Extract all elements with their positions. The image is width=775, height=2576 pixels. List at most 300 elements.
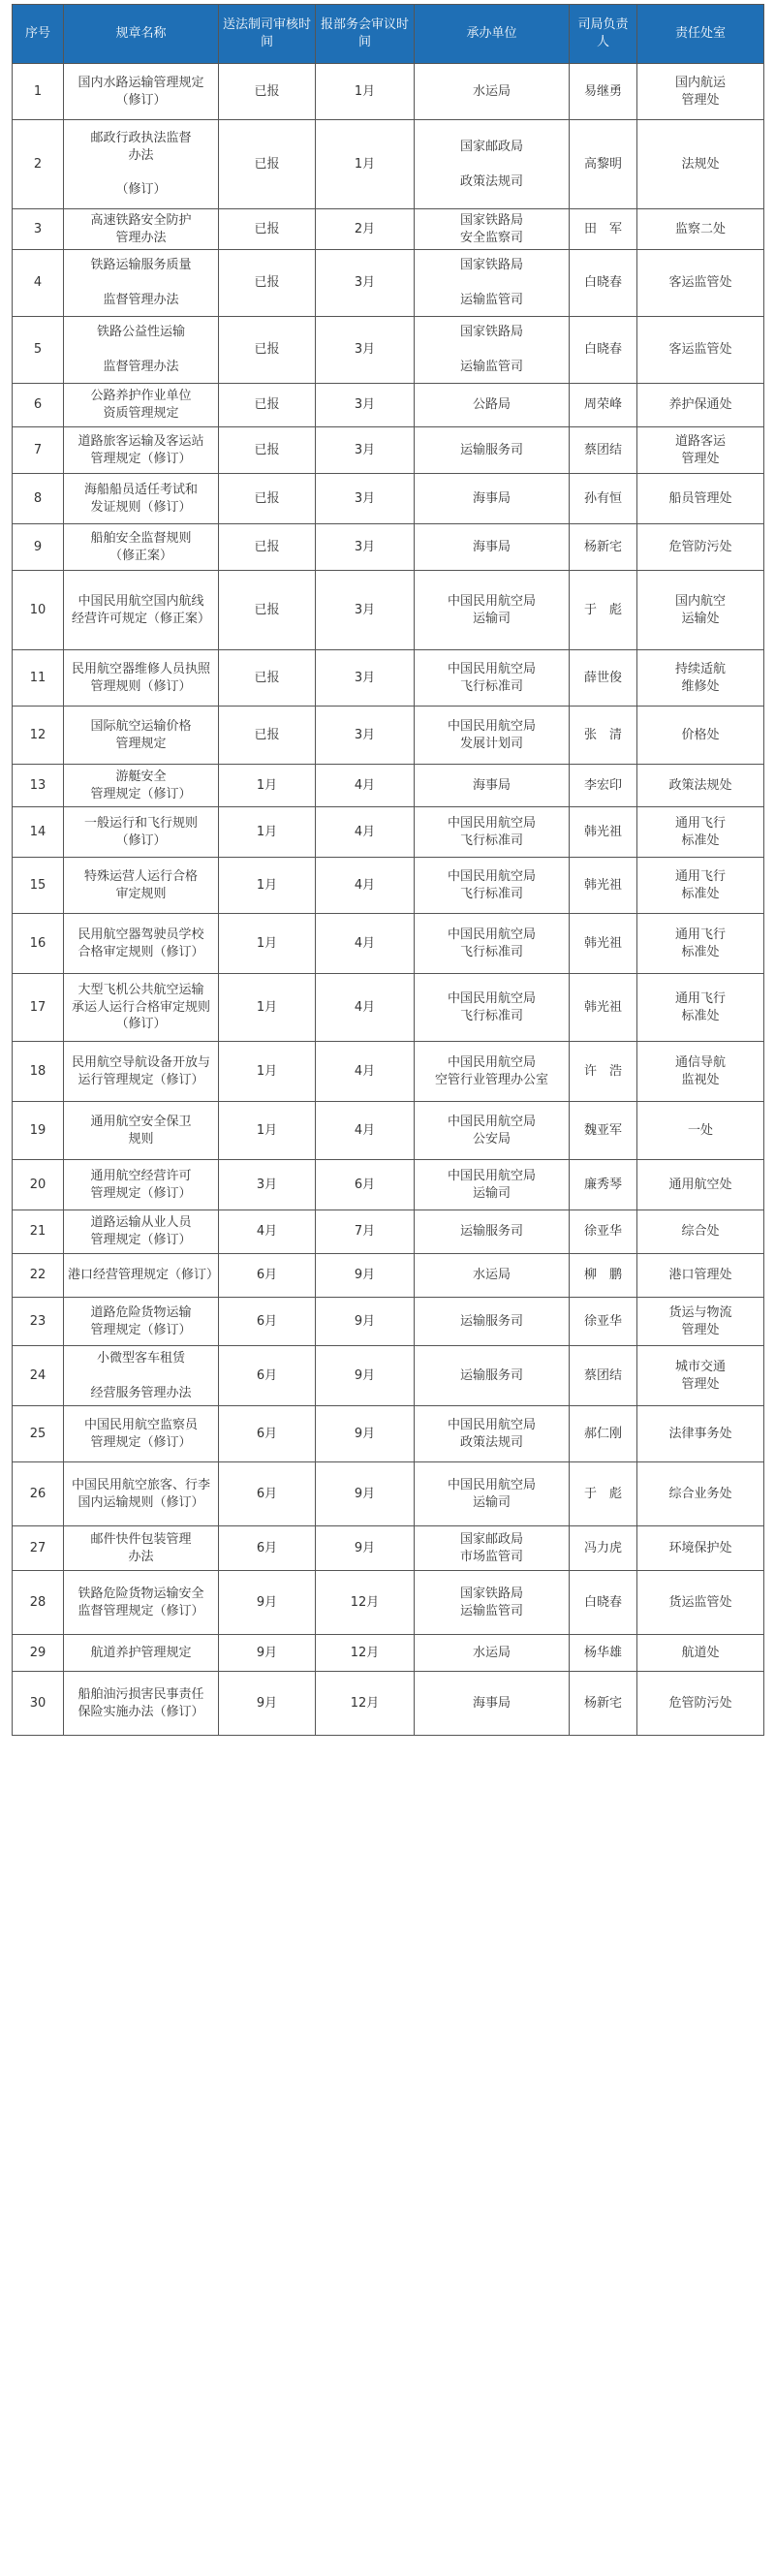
bureau-leader: 韩光祖 (570, 914, 637, 974)
meeting-time: 1月 (316, 120, 415, 209)
regulation-plan-table (12, 4, 764, 1736)
bureau-leader: 高黎明 (570, 120, 637, 209)
meeting-time: 6月 (316, 1160, 415, 1210)
regulation-name (64, 1526, 219, 1571)
responsible-unit-line: 中国民用航空局 (447, 927, 536, 942)
regulation-name-line: 道路旅客运输及客运站 (78, 433, 204, 449)
table-row (13, 914, 764, 974)
bureau-leader: 韩光祖 (570, 974, 637, 1042)
review-time: 6月 (219, 1462, 316, 1526)
regulation-name-line: 国内运输规则（修订） (78, 1494, 204, 1510)
responsible-unit-line: 运输监管司 (459, 1603, 523, 1618)
table-row (13, 974, 764, 1042)
responsible-department-line: 通用飞行 (674, 815, 726, 831)
review-time: 1月 (219, 914, 316, 974)
bureau-leader: 蔡团结 (570, 1346, 637, 1406)
responsible-unit (415, 1526, 570, 1571)
responsible-department-line: 港口管理处 (668, 1268, 732, 1283)
responsible-unit-line: 运输监管司 (459, 293, 523, 307)
bureau-leader: 蔡团结 (570, 427, 637, 474)
meeting-time: 3月 (316, 427, 415, 474)
table-row (13, 120, 764, 209)
responsible-department-line: 客运监管处 (668, 342, 732, 358)
responsible-department-line: 管理处 (681, 92, 720, 108)
regulation-name (64, 1672, 219, 1736)
review-time: 6月 (219, 1526, 316, 1571)
bureau-leader: 杨新宅 (570, 524, 637, 571)
responsible-department-line: 综合业务处 (668, 1486, 732, 1501)
responsible-department (637, 1102, 764, 1160)
meeting-time: 4月 (316, 1042, 415, 1102)
meeting-time: 7月 (316, 1210, 415, 1254)
responsible-department-line: 维修处 (681, 678, 720, 694)
bureau-leader: 许 浩 (570, 1042, 637, 1102)
table-row (13, 317, 764, 384)
meeting-time: 9月 (316, 1298, 415, 1346)
review-time: 已报 (219, 317, 316, 384)
responsible-unit-line: 国家铁路局 (459, 258, 523, 273)
responsible-department (637, 1571, 764, 1635)
regulation-name-line: 船舶安全监督规则 (90, 530, 192, 546)
regulation-name-line: 管理规定（修订） (90, 451, 192, 466)
bureau-leader: 韩光祖 (570, 858, 637, 914)
responsible-department (637, 120, 764, 209)
regulation-name (64, 1346, 219, 1406)
table-row (13, 765, 764, 807)
table-row (13, 1462, 764, 1526)
responsible-unit-line: 市场监管司 (459, 1549, 523, 1564)
responsible-department (637, 1160, 764, 1210)
row-number: 8 (13, 474, 64, 524)
responsible-department-line: 法规处 (681, 156, 720, 172)
responsible-unit-line: 中国民用航空局 (447, 1477, 536, 1492)
responsible-department-line: 国内航空 (674, 593, 726, 609)
responsible-unit (415, 1254, 570, 1298)
responsible-department (637, 250, 764, 317)
bureau-leader: 孙有恒 (570, 474, 637, 524)
meeting-time: 4月 (316, 914, 415, 974)
row-number: 16 (13, 914, 64, 974)
regulation-name-line: 港口经营管理规定（修订） (68, 1268, 220, 1283)
responsible-department-line: 一处 (687, 1122, 713, 1138)
regulation-name (64, 765, 219, 807)
responsible-department (637, 384, 764, 427)
regulation-name-line: 管理规定（修订） (90, 1185, 192, 1201)
responsible-unit-line: 运输司 (472, 611, 511, 626)
responsible-unit-line: 运输服务司 (459, 442, 523, 457)
regulation-name (64, 914, 219, 974)
regulation-name-line: 海船船员适任考试和 (83, 482, 198, 497)
regulation-name (64, 1042, 219, 1102)
regulation-name-line: 规则 (128, 1131, 154, 1147)
table-row (13, 571, 764, 650)
regulation-name-line: 管理规定（修订） (90, 1322, 192, 1337)
row-number: 20 (13, 1160, 64, 1210)
responsible-unit (415, 474, 570, 524)
responsible-unit-line: 海事局 (472, 1695, 511, 1711)
responsible-department-line: 养护保通处 (668, 397, 732, 413)
regulation-name-line: 邮件快件包装管理 (90, 1531, 192, 1547)
regulation-name-line: 游艇安全 (115, 769, 167, 784)
responsible-department (637, 1635, 764, 1672)
responsible-department-line: 政策法规处 (668, 777, 732, 793)
meeting-time: 9月 (316, 1254, 415, 1298)
meeting-time: 9月 (316, 1406, 415, 1462)
regulation-name-line: 小微型客车租赁 (96, 1350, 185, 1366)
row-number: 24 (13, 1346, 64, 1406)
responsible-unit-line: 国家铁路局 (459, 325, 523, 340)
responsible-department (637, 1298, 764, 1346)
header-row (13, 5, 764, 64)
regulation-name (64, 120, 219, 209)
table-row (13, 1210, 764, 1254)
responsible-department-line: 货运与物流 (668, 1304, 732, 1320)
regulation-name (64, 1571, 219, 1635)
responsible-department (637, 650, 764, 707)
meeting-time: 4月 (316, 1102, 415, 1160)
responsible-unit-line: 中国民用航空局 (447, 1168, 536, 1183)
meeting-time: 3月 (316, 384, 415, 427)
responsible-unit-line: 海事局 (472, 539, 511, 554)
responsible-unit (415, 427, 570, 474)
responsible-unit-line: 发展计划司 (459, 736, 523, 751)
table-row (13, 1102, 764, 1160)
responsible-department (637, 474, 764, 524)
responsible-unit (415, 650, 570, 707)
review-time: 6月 (219, 1406, 316, 1462)
responsible-unit (415, 974, 570, 1042)
table-body (13, 64, 764, 1736)
regulation-name (64, 650, 219, 707)
table-row (13, 1160, 764, 1210)
header-cell-meeting: 报部务会审议时间 (316, 5, 415, 64)
responsible-unit (415, 1672, 570, 1736)
bureau-leader: 白晓春 (570, 1571, 637, 1635)
bureau-leader: 柳 鹏 (570, 1254, 637, 1298)
responsible-department (637, 707, 764, 765)
row-number: 15 (13, 858, 64, 914)
review-time: 9月 (219, 1635, 316, 1672)
bureau-leader: 廉秀琴 (570, 1160, 637, 1210)
row-number: 25 (13, 1406, 64, 1462)
regulation-name-line: （修订） (115, 182, 167, 198)
responsible-department-line: 法律事务处 (668, 1426, 732, 1441)
table-row (13, 1042, 764, 1102)
regulation-name-line: 监督管理办法 (103, 360, 179, 374)
row-number: 9 (13, 524, 64, 571)
responsible-unit-line: 国家铁路局 (459, 212, 523, 228)
responsible-unit-line: 运输服务司 (459, 1367, 523, 1383)
table-row (13, 707, 764, 765)
regulation-name (64, 1254, 219, 1298)
regulation-name-line: 国际航空运输价格 (90, 718, 192, 734)
regulation-name-line: （修订） (115, 92, 167, 108)
bureau-leader: 冯力虎 (570, 1526, 637, 1571)
responsible-unit-line: 政策法规司 (459, 173, 523, 189)
regulation-name (64, 64, 219, 120)
row-number: 4 (13, 250, 64, 317)
responsible-unit (415, 858, 570, 914)
bureau-leader: 魏亚军 (570, 1102, 637, 1160)
row-number: 19 (13, 1102, 64, 1160)
responsible-department (637, 1462, 764, 1526)
responsible-department-line: 危管防污处 (668, 1695, 732, 1711)
regulation-name (64, 1635, 219, 1672)
responsible-department (637, 1406, 764, 1462)
regulation-name-line: 通用航空安全保卫 (90, 1114, 192, 1129)
meeting-time: 9月 (316, 1346, 415, 1406)
review-time: 1月 (219, 858, 316, 914)
meeting-time: 4月 (316, 974, 415, 1042)
row-number: 7 (13, 427, 64, 474)
responsible-unit-line: 水运局 (472, 1645, 511, 1660)
review-time: 已报 (219, 571, 316, 650)
table-row (13, 524, 764, 571)
regulation-name (64, 250, 219, 317)
meeting-time: 2月 (316, 209, 415, 250)
responsible-unit (415, 250, 570, 317)
bureau-leader: 于 彪 (570, 1462, 637, 1526)
bureau-leader: 郝仁刚 (570, 1406, 637, 1462)
row-number: 5 (13, 317, 64, 384)
regulation-name-line: 特殊运营人运行合格 (83, 868, 198, 884)
table-row (13, 474, 764, 524)
regulation-name-line: 邮政行政执法监督 (90, 131, 192, 146)
regulation-name-line: 航道养护管理规定 (90, 1645, 192, 1660)
review-time: 已报 (219, 524, 316, 571)
regulation-name-line: 中国民用航空旅客、行李 (71, 1477, 210, 1492)
meeting-time: 3月 (316, 474, 415, 524)
table-header (13, 5, 764, 64)
regulation-name (64, 427, 219, 474)
responsible-unit-line: 安全监察司 (459, 230, 523, 245)
regulation-name (64, 858, 219, 914)
responsible-department (637, 765, 764, 807)
regulation-name-line (68, 274, 214, 292)
regulation-name-line: 管理规定（修订） (90, 786, 192, 801)
responsible-unit (415, 120, 570, 209)
responsible-unit-line (418, 156, 565, 173)
regulation-name (64, 524, 219, 571)
meeting-time: 3月 (316, 524, 415, 571)
responsible-unit-line: 海事局 (472, 490, 511, 506)
meeting-time: 9月 (316, 1462, 415, 1526)
row-number: 23 (13, 1298, 64, 1346)
review-time: 1月 (219, 1042, 316, 1102)
regulation-name-line: 监督管理规定（修订） (78, 1603, 204, 1618)
responsible-unit (415, 571, 570, 650)
responsible-unit-line: 中国民用航空局 (447, 815, 536, 831)
responsible-unit (415, 707, 570, 765)
responsible-department-line: 标准处 (681, 832, 720, 848)
meeting-time: 1月 (316, 64, 415, 120)
review-time: 已报 (219, 64, 316, 120)
meeting-time: 4月 (316, 858, 415, 914)
responsible-department-line: 客运监管处 (668, 275, 732, 291)
regulation-name-line: 管理规则（修订） (90, 678, 192, 694)
regulation-name-line: 铁路运输服务质量 (90, 258, 192, 273)
responsible-unit-line: 飞行标准司 (459, 944, 523, 959)
regulation-name-line: 一般运行和飞行规则 (83, 815, 198, 831)
responsible-unit-line: 飞行标准司 (459, 886, 523, 901)
regulation-name (64, 1102, 219, 1160)
responsible-unit (415, 1160, 570, 1210)
responsible-unit (415, 384, 570, 427)
responsible-department-line: 国内航运 (674, 75, 726, 90)
responsible-unit-line: 水运局 (472, 1268, 511, 1283)
review-time: 3月 (219, 1160, 316, 1210)
regulation-name-line (68, 1367, 214, 1385)
row-number: 21 (13, 1210, 64, 1254)
regulation-name (64, 707, 219, 765)
responsible-unit (415, 524, 570, 571)
meeting-time: 4月 (316, 807, 415, 858)
regulation-name-line: 民用航空器驾驶员学校 (78, 927, 204, 942)
responsible-department-line: 标准处 (681, 944, 720, 959)
responsible-department-line: 城市交通 (674, 1359, 726, 1374)
review-time: 1月 (219, 1102, 316, 1160)
bureau-leader: 张 清 (570, 707, 637, 765)
responsible-department-line: 管理处 (681, 1376, 720, 1392)
table-row (13, 807, 764, 858)
responsible-unit (415, 64, 570, 120)
responsible-department-line: 标准处 (681, 1008, 720, 1023)
responsible-unit-line: 中国民用航空局 (447, 593, 536, 609)
table-row (13, 64, 764, 120)
responsible-unit (415, 765, 570, 807)
responsible-unit-line: 国家铁路局 (459, 1586, 523, 1601)
responsible-unit-line: 公安局 (472, 1131, 511, 1147)
review-time: 已报 (219, 707, 316, 765)
responsible-department (637, 209, 764, 250)
review-time: 已报 (219, 384, 316, 427)
meeting-time: 4月 (316, 765, 415, 807)
row-number: 22 (13, 1254, 64, 1298)
table-row (13, 384, 764, 427)
regulation-name-line: 管理办法 (115, 230, 167, 245)
responsible-unit-line: 中国民用航空局 (447, 868, 536, 884)
row-number: 18 (13, 1042, 64, 1102)
regulation-name-line: 经营许可规定（修正案） (71, 611, 210, 626)
header-cell-name: 规章名称 (64, 5, 219, 64)
responsible-unit (415, 914, 570, 974)
bureau-leader: 杨华雄 (570, 1635, 637, 1672)
review-time: 1月 (219, 765, 316, 807)
regulation-name-line: 办法 (128, 147, 154, 163)
regulation-name (64, 974, 219, 1042)
responsible-unit-line: 海事局 (472, 777, 511, 793)
responsible-department-line: 管理处 (681, 1322, 720, 1337)
responsible-department (637, 807, 764, 858)
row-number: 28 (13, 1571, 64, 1635)
responsible-department (637, 64, 764, 120)
meeting-time: 12月 (316, 1672, 415, 1736)
responsible-unit-line: 运输司 (472, 1494, 511, 1510)
responsible-department (637, 1210, 764, 1254)
responsible-unit-line: 飞行标准司 (459, 678, 523, 694)
meeting-time: 3月 (316, 250, 415, 317)
row-number: 10 (13, 571, 64, 650)
regulation-name-line: 合格审定规则（修订） (78, 944, 204, 959)
review-time: 已报 (219, 474, 316, 524)
responsible-unit-line: 国家邮政局 (459, 139, 523, 154)
regulation-name-line (68, 164, 214, 181)
table-row (13, 650, 764, 707)
regulation-name (64, 807, 219, 858)
row-number: 29 (13, 1635, 64, 1672)
regulation-name-line: 道路危险货物运输 (90, 1304, 192, 1320)
regulation-name-line: 公路养护作业单位 (90, 389, 192, 404)
responsible-department-line: 监视处 (681, 1072, 720, 1087)
responsible-unit (415, 1406, 570, 1462)
responsible-department-line: 通用飞行 (674, 927, 726, 942)
row-number: 14 (13, 807, 64, 858)
responsible-unit-line: 公路局 (472, 397, 511, 413)
responsible-department-line: 道路客运 (674, 433, 726, 449)
responsible-department-line: 货运监管处 (668, 1594, 732, 1610)
responsible-department (637, 1526, 764, 1571)
responsible-unit (415, 1298, 570, 1346)
table-row (13, 858, 764, 914)
bureau-leader: 徐亚华 (570, 1210, 637, 1254)
review-time: 已报 (219, 250, 316, 317)
table-row (13, 1635, 764, 1672)
review-time: 已报 (219, 120, 316, 209)
responsible-unit-line: 中国民用航空局 (447, 990, 536, 1006)
row-number: 27 (13, 1526, 64, 1571)
review-time: 6月 (219, 1254, 316, 1298)
bureau-leader: 易继勇 (570, 64, 637, 120)
review-time: 1月 (219, 807, 316, 858)
header-cell-unit: 承办单位 (415, 5, 570, 64)
responsible-unit-line: 运输监管司 (459, 360, 523, 374)
responsible-unit-line: 中国民用航空局 (447, 1054, 536, 1070)
responsible-department-line: 环境保护处 (668, 1540, 732, 1555)
review-time: 6月 (219, 1346, 316, 1406)
review-time: 1月 (219, 974, 316, 1042)
meeting-time: 3月 (316, 650, 415, 707)
responsible-department-line: 通用航空处 (668, 1177, 732, 1192)
meeting-time: 3月 (316, 707, 415, 765)
responsible-department (637, 317, 764, 384)
responsible-unit-line: 水运局 (472, 83, 511, 99)
responsible-department-line: 价格处 (681, 727, 720, 742)
responsible-unit (415, 1346, 570, 1406)
regulation-name-line: （修订） (115, 832, 167, 848)
regulation-name (64, 317, 219, 384)
responsible-unit (415, 1102, 570, 1160)
regulation-name-line (68, 341, 214, 359)
responsible-department-line: 运输处 (681, 611, 720, 626)
regulation-name-line: 民用航空导航设备开放与 (71, 1054, 210, 1070)
responsible-department-line: 通用飞行 (674, 990, 726, 1006)
table-row (13, 427, 764, 474)
regulation-name-line: 资质管理规定 (103, 406, 179, 421)
regulation-name (64, 571, 219, 650)
table-row (13, 1672, 764, 1736)
meeting-time: 12月 (316, 1571, 415, 1635)
responsible-department (637, 1254, 764, 1298)
responsible-department-line: 综合处 (681, 1224, 720, 1240)
regulation-table-wrapper (12, 4, 763, 1736)
regulation-name-line: 办法 (128, 1549, 154, 1564)
regulation-name-line: 铁路公益性运输 (96, 325, 185, 340)
regulation-name-line: 中国民用航空监察员 (83, 1417, 198, 1432)
row-number: 12 (13, 707, 64, 765)
regulation-name-line: 大型飞机公共航空运输 (78, 983, 204, 998)
regulation-name-line: 监督管理办法 (103, 293, 179, 307)
bureau-leader: 杨新宅 (570, 1672, 637, 1736)
